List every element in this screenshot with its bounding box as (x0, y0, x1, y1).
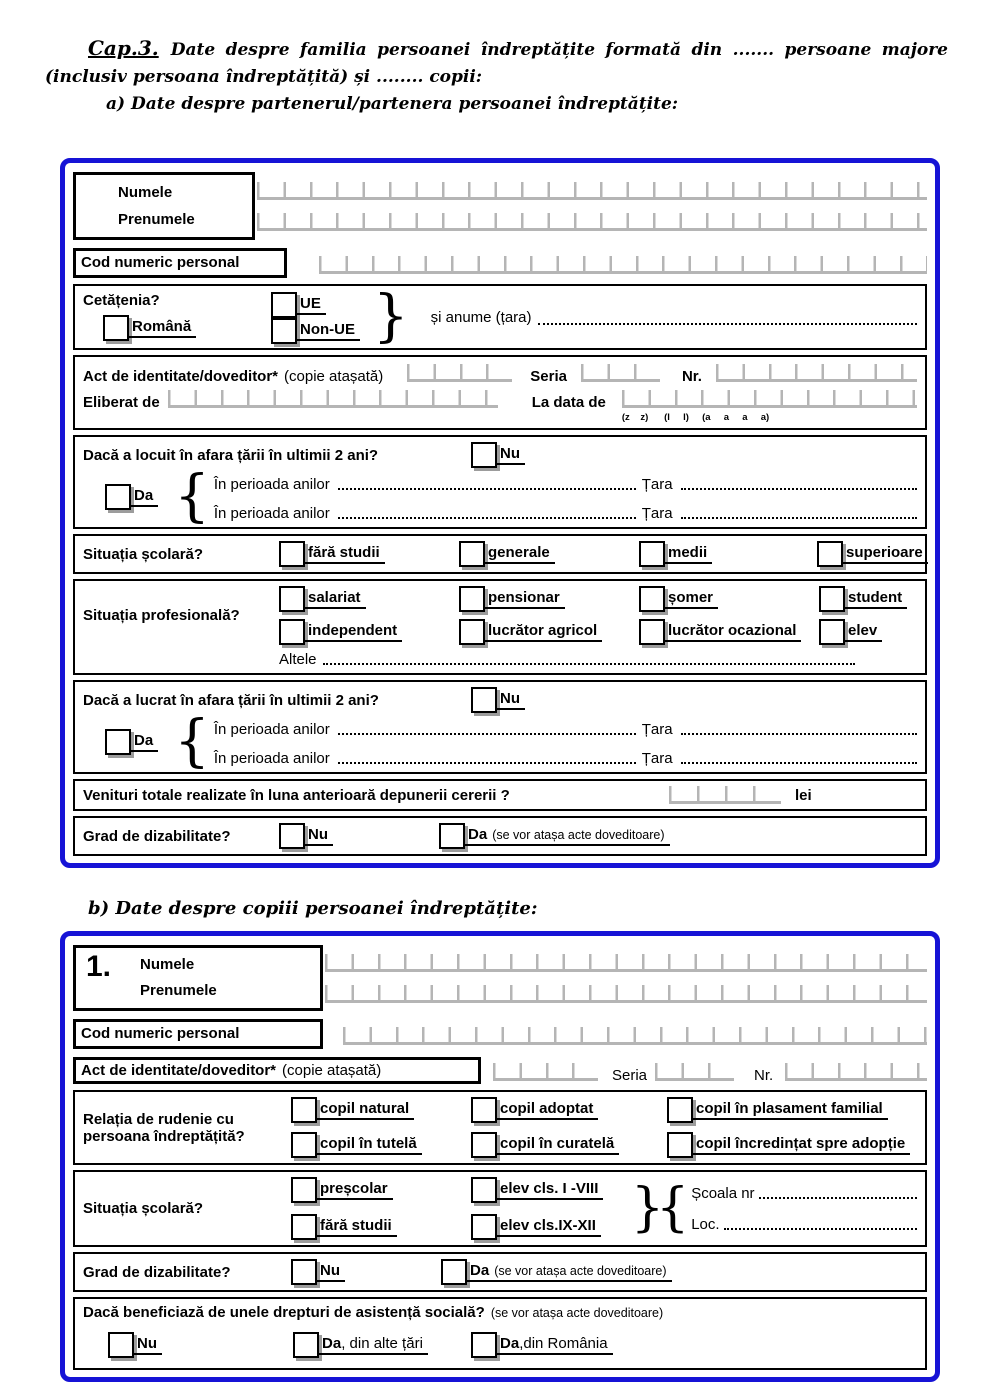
lived-abroad-question: Dacă a locuit în afara țării în ultimii 2 ani? (83, 446, 379, 464)
ue-label: UE (297, 295, 326, 315)
incredintat-checkbox[interactable] (667, 1132, 693, 1158)
partner-cnp-section (73, 246, 927, 280)
non-ue-label: Non-UE (297, 321, 360, 341)
school-nr-row (691, 1184, 917, 1202)
child-identity-label-box (73, 1057, 481, 1084)
social-yes-other-option: Da , din alte țări (293, 1332, 471, 1358)
period-line[interactable] (338, 720, 636, 735)
child-disability-no-option (291, 1259, 345, 1285)
name-label: Numele (118, 184, 173, 202)
lucrator-ocazional-checkbox[interactable] (639, 619, 665, 645)
school-option-generale: generale (459, 541, 639, 567)
superioare-checkbox[interactable] (817, 541, 843, 567)
child-disability-yes-checkbox[interactable] (441, 1259, 467, 1285)
student-checkbox[interactable] (819, 586, 845, 612)
child-form-box (60, 931, 940, 1382)
child-number: 1. (86, 950, 112, 984)
identity-copy-note: (copie atașată) (282, 1062, 382, 1080)
period-line[interactable] (338, 475, 636, 490)
pensionar-checkbox[interactable] (459, 586, 485, 612)
school-question: Situația școlară? (83, 545, 204, 563)
identity-type-field[interactable] (407, 364, 512, 382)
child-name-field[interactable] (325, 954, 927, 972)
disability-yes-checkbox[interactable] (439, 823, 465, 849)
partner-income-panel (73, 779, 927, 811)
social-no-checkbox[interactable] (108, 1332, 134, 1358)
country-line[interactable] (681, 749, 917, 764)
medii-checkbox[interactable] (639, 541, 665, 567)
child-identity-type-field[interactable] (493, 1063, 598, 1081)
child-disability-yes-option (441, 1259, 672, 1285)
social-no-label: Nu (134, 1335, 162, 1355)
somer-checkbox[interactable] (639, 586, 665, 612)
prescolar-checkbox[interactable] (291, 1177, 317, 1203)
period-label: În perioada anilor (213, 476, 330, 494)
child-cnp-section (73, 1017, 927, 1051)
worked-abroad-brace: { (174, 708, 210, 774)
chapter-heading (45, 32, 948, 91)
country-label: Țara (641, 505, 673, 523)
partner-cnp-field[interactable] (319, 256, 927, 274)
nr-label: Nr. (681, 368, 702, 386)
child-school-panel (73, 1170, 927, 1247)
worked-abroad-yes-label: Da (131, 732, 158, 752)
seria-label: Seria (612, 1067, 648, 1085)
seria-field[interactable] (581, 364, 660, 382)
partner-profession-panel (73, 579, 927, 675)
social-yes-other-checkbox[interactable] (293, 1332, 319, 1358)
school-option-elev-9-12: elev cls.IX-XII (471, 1214, 629, 1240)
disability-no-checkbox[interactable] (279, 823, 305, 849)
identity-label: Act de identitate/doveditor* (81, 1062, 277, 1080)
citizenship-option-ue (271, 292, 373, 318)
child-identity-section (73, 1055, 927, 1086)
relation-option-copil-adoptat: copil adoptat (471, 1097, 667, 1123)
country-label: Țara (641, 721, 673, 739)
non-ue-checkbox[interactable] (271, 318, 297, 344)
social-attach-note: (se vor atașa acte doveditoare) (490, 1306, 664, 1321)
school-brace: }{ (631, 1178, 682, 1239)
period-label: În perioada anilor (213, 721, 330, 739)
partner-surname-field[interactable] (257, 213, 927, 231)
school-option-medii: medii (639, 541, 817, 567)
worked-abroad-question: Dacă a lucrat în afara țării în ultimii 2 ani? (83, 691, 379, 709)
citizenship-question: Cetățenia? (83, 292, 160, 310)
partner-citizenship-panel (73, 284, 927, 350)
child-disability-no-checkbox[interactable] (291, 1259, 317, 1285)
seria-label: Seria (530, 368, 567, 386)
loc-label: Loc. (691, 1216, 720, 1234)
section-b-heading: b) Date despre copiii persoanei îndreptățite: (88, 898, 538, 920)
disability-attach-note: (se vor atașa acte doveditoare) (492, 828, 665, 843)
disability-yes-label: Da (468, 826, 488, 844)
child-cnp-field[interactable] (343, 1027, 927, 1045)
plasament-checkbox[interactable] (667, 1097, 693, 1123)
lived-abroad-yes-checkbox[interactable] (105, 484, 131, 510)
name-label: Numele (140, 956, 195, 974)
profession-other-row (279, 650, 917, 668)
partner-identity-panel (73, 355, 927, 430)
profession-option-student: student (819, 586, 917, 612)
worked-abroad-yes-checkbox[interactable] (105, 729, 131, 755)
child-social-panel (73, 1297, 927, 1370)
social-yes-romania-option: Da ,din România (471, 1332, 917, 1358)
social-no-option (108, 1332, 293, 1358)
school-loc-row (691, 1215, 917, 1233)
relation-option-curatela: copil în curatelă (471, 1132, 667, 1158)
identity-label: Act de identitate/doveditor* (83, 368, 279, 386)
partner-lived-abroad-panel (73, 435, 927, 529)
issued-by-label: Eliberat de (83, 394, 160, 412)
period-line[interactable] (338, 504, 636, 519)
country-label: Țara (641, 750, 673, 768)
profession-option-somer: șomer (639, 586, 819, 612)
partner-form-box (60, 158, 940, 868)
country-label: Țara (641, 476, 673, 494)
cnp-label: Cod numeric personal (81, 254, 240, 272)
cnp-label-box (73, 248, 287, 278)
worked-abroad-no-checkbox[interactable] (471, 687, 497, 713)
surname-label: Prenumele (140, 982, 217, 1000)
lucrator-agricol-checkbox[interactable] (459, 619, 485, 645)
profession-question: Situația profesională? (83, 607, 240, 625)
school-option-fara-studii: fără studii (279, 541, 459, 567)
profession-option-elev: elev (819, 619, 917, 645)
curatela-checkbox[interactable] (471, 1132, 497, 1158)
school-option-fara-studii: fără studii (291, 1214, 471, 1240)
lived-abroad-no-option (471, 442, 525, 468)
country-line[interactable] (681, 475, 917, 490)
altele-line[interactable] (323, 650, 855, 665)
school-option-elev-1-8: elev cls. I -VIII (471, 1177, 629, 1203)
elev-checkbox[interactable] (819, 619, 845, 645)
disability-question: Grad de dizabilitate? (83, 1263, 231, 1281)
child-name-labels-box (73, 945, 323, 1011)
worked-abroad-no-option (471, 687, 525, 713)
romana-checkbox[interactable] (103, 315, 129, 341)
disability-question: Grad de dizabilitate? (83, 827, 231, 845)
child-disability-panel (73, 1252, 927, 1292)
child-nr-field[interactable] (785, 1063, 927, 1081)
country-name-line[interactable] (538, 310, 917, 325)
loc-line[interactable] (724, 1215, 917, 1230)
fara-studii-checkbox[interactable] (279, 541, 305, 567)
romana-label: Română (129, 318, 196, 338)
school-nr-label: Școala nr (691, 1185, 755, 1203)
worked-abroad-yes-option (105, 729, 158, 755)
period-label: În perioada anilor (213, 505, 330, 523)
country-name-label: și anume (țara) (430, 308, 532, 326)
period-label: În perioada anilor (213, 750, 330, 768)
lei-label: lei (795, 786, 812, 804)
child-disability-yes-label: Da (470, 1262, 490, 1280)
school-option-prescolar: preșcolar (291, 1177, 471, 1203)
child-fara-studii-checkbox[interactable] (291, 1214, 317, 1240)
nr-label: Nr. (754, 1067, 774, 1085)
issued-date-label: La data de (531, 394, 606, 412)
copil-natural-checkbox[interactable] (291, 1097, 317, 1123)
profession-option-lucrator-ocazional: lucrător ocazional (639, 619, 819, 645)
relation-option-copil-natural: copil natural (291, 1097, 471, 1123)
social-question: Dacă beneficiază de unele drepturi de asistență socială? (83, 1304, 485, 1322)
profession-option-independent: independent (279, 619, 459, 645)
disability-no-label: Nu (305, 826, 333, 846)
lived-abroad-period-row (214, 504, 917, 522)
cnp-label: Cod numeric personal (81, 1025, 240, 1043)
lived-abroad-period-row (214, 475, 917, 493)
date-format-hint: (z z) (l l) (a a a a) (621, 412, 770, 424)
child-seria-field[interactable] (655, 1063, 734, 1081)
child-cnp-label-box (73, 1019, 323, 1049)
income-question: Venituri totale realizate în luna anterioară depunerii cererii ? (83, 786, 510, 804)
salariat-checkbox[interactable] (279, 586, 305, 612)
tutela-checkbox[interactable] (291, 1132, 317, 1158)
ue-checkbox[interactable] (271, 292, 297, 318)
citizenship-brace: } (373, 284, 409, 350)
partner-school-panel (73, 534, 927, 574)
country-line[interactable] (681, 504, 917, 519)
identity-copy-note: (copie atașată) (284, 368, 384, 386)
relation-question: Relația de rudenie cu persoana îndreptățită? (83, 1110, 245, 1145)
partner-name-field[interactable] (257, 182, 927, 200)
altele-label: Altele (279, 651, 317, 669)
independent-checkbox[interactable] (279, 619, 305, 645)
profession-option-pensionar: pensionar (459, 586, 639, 612)
partner-disability-panel (73, 816, 927, 856)
child-relation-panel (73, 1090, 927, 1165)
lived-abroad-yes-label: Da (131, 487, 158, 507)
section-a-heading: a) Date despre partenerul/partenera persoanei îndreptățite: (106, 94, 679, 115)
relation-option-incredintat: copil încredințat spre adopție (667, 1132, 917, 1158)
child-surname-field[interactable] (325, 985, 927, 1003)
disability-no-option (279, 823, 333, 849)
school-option-superioare: superioare (817, 541, 928, 567)
surname-label: Prenumele (118, 211, 195, 229)
relation-option-plasament: copil în plasament familial (667, 1097, 917, 1123)
citizenship-option-non-ue (271, 318, 373, 344)
issued-date-field[interactable] (622, 390, 917, 408)
partner-worked-abroad-panel (73, 680, 927, 774)
child-school-question: Situația școlară? (83, 1200, 204, 1218)
profession-option-salariat: salariat (279, 586, 459, 612)
school-nr-line[interactable] (759, 1184, 917, 1199)
relation-option-tutela: copil în tutelă (291, 1132, 471, 1158)
partner-name-section (73, 170, 927, 242)
worked-abroad-period-row (214, 749, 917, 767)
profession-option-lucrator-agricol: lucrător agricol (459, 619, 639, 645)
country-line[interactable] (681, 720, 917, 735)
disability-attach-note: (se vor atașa acte doveditoare) (494, 1264, 667, 1279)
lived-abroad-no-label: Nu (497, 445, 525, 465)
issued-by-field[interactable] (168, 390, 498, 408)
copil-adoptat-checkbox[interactable] (471, 1097, 497, 1123)
lived-abroad-brace: { (174, 463, 210, 529)
worked-abroad-period-row (214, 720, 917, 738)
child-name-section (73, 943, 927, 1013)
elev-9-12-checkbox[interactable] (471, 1214, 497, 1240)
lived-abroad-no-checkbox[interactable] (471, 442, 497, 468)
income-field[interactable] (669, 786, 781, 804)
name-labels-box (73, 172, 255, 240)
lived-abroad-yes-option (105, 484, 158, 510)
citizenship-option-romana (103, 315, 271, 341)
chapter-text: Date despre familia persoanei îndreptățite formată din ....... persoane majore (inclusiv persoana îndreptățită) și ........ copii: (45, 40, 948, 88)
period-line[interactable] (338, 749, 636, 764)
social-yes-romania-checkbox[interactable] (471, 1332, 497, 1358)
nr-field[interactable] (716, 364, 917, 382)
elev-1-8-checkbox[interactable] (471, 1177, 497, 1203)
child-disability-no-label: Nu (317, 1262, 345, 1282)
chapter-label: Cap.3. (88, 36, 159, 60)
disability-yes-option (439, 823, 670, 849)
generale-checkbox[interactable] (459, 541, 485, 567)
worked-abroad-no-label: Nu (497, 690, 525, 710)
